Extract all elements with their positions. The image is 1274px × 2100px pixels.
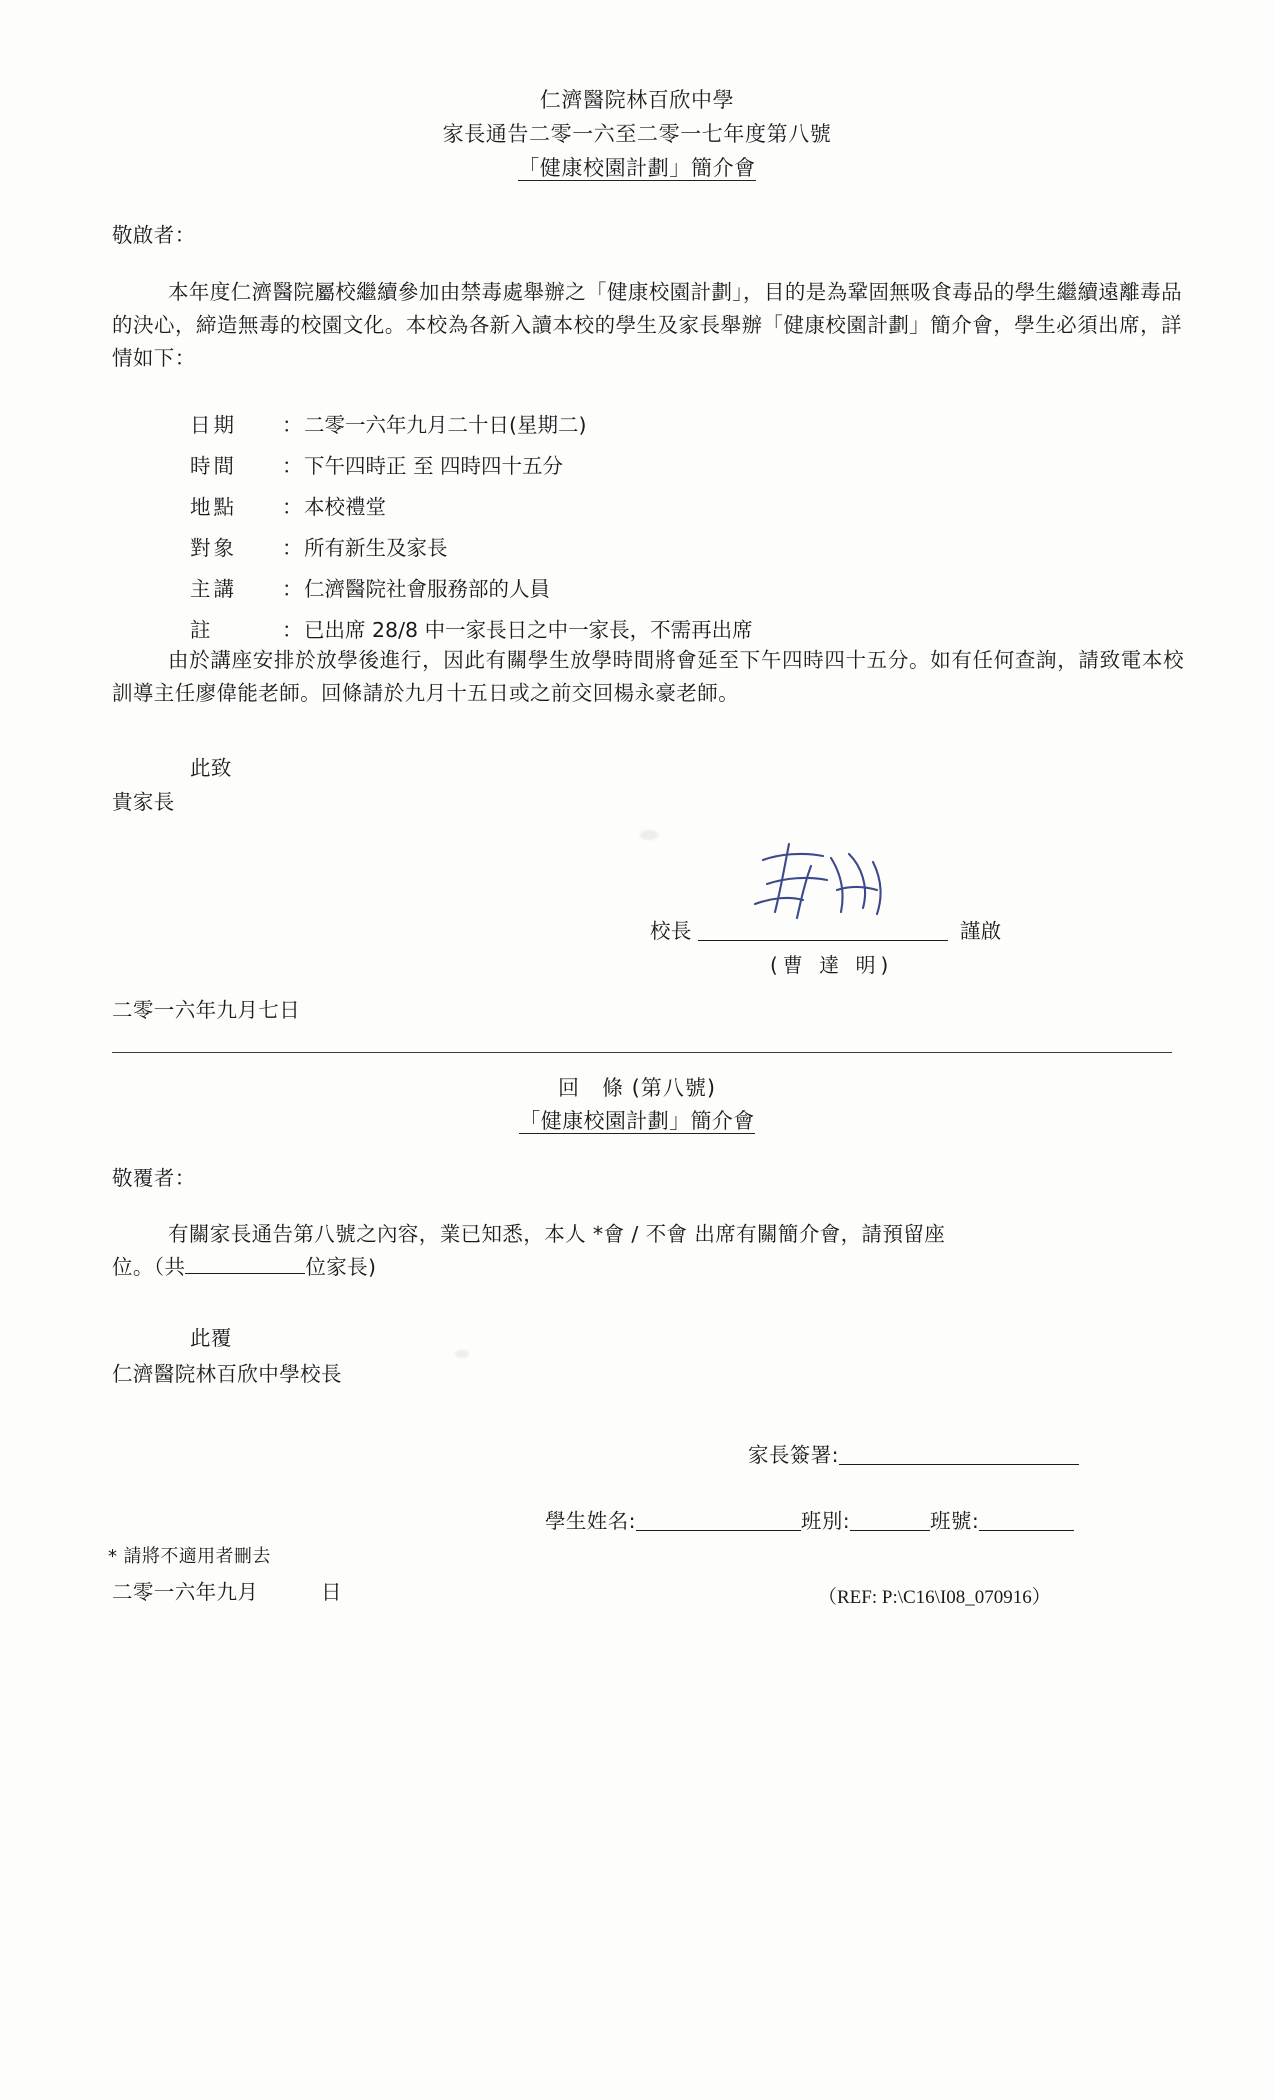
document-header: [0, 90, 1274, 194]
reply-salutation: 敬覆者：: [112, 1166, 196, 1190]
closing-to: 此致: [190, 756, 232, 780]
reply-date: 二零一六年九月 日: [112, 1580, 342, 1604]
reply-closing-addressee: 仁濟醫院林百欣中學校長: [112, 1362, 342, 1386]
detail-colon: ：: [282, 495, 303, 519]
class-number-label: 班號:: [930, 1508, 980, 1533]
handwritten-signature-icon: [745, 838, 905, 928]
principal-signature-row: [650, 918, 1002, 941]
reference-code: （REF: P:\C16\I08_070916）: [818, 1587, 1051, 1608]
scan-smudge: [640, 830, 658, 840]
detail-colon: ：: [282, 454, 303, 478]
reply-seat-suffix: 位家長): [305, 1255, 377, 1280]
paragraph-intro: 本年度仁濟醫院屬校繼續參加由禁毒處舉辦之「健康校園計劃」，目的是為鞏固無吸食毒品的學生繼續遠離毒品的決心，締造無毒的校園文化。本校為各新入讀本校的學生及家長舉辦「健康校園計劃」簡介會，學生必須出席，詳情如下：: [112, 280, 1182, 371]
closing-recipient: 貴家長: [112, 790, 175, 814]
student-name-label: 學生姓名:: [545, 1508, 636, 1533]
detail-value: 已出席 28/8 中一家長日之中一家長，不需再出席: [304, 618, 753, 642]
detail-colon: ：: [282, 536, 303, 560]
reply-slip-subject-wrapper: [0, 1111, 1274, 1134]
reply-body: [112, 1218, 1184, 1284]
detail-value: 本校禮堂: [304, 495, 386, 519]
notice-date: 二零一六年九月七日: [112, 998, 301, 1022]
student-info-row: [545, 1510, 1074, 1531]
detail-row-audience: [190, 531, 1090, 561]
notice-subject: 「健康校園計劃」簡介會: [518, 156, 756, 180]
class-label: 班別:: [800, 1508, 851, 1533]
parent-signature-row: [748, 1444, 1079, 1465]
detail-label: 主講: [190, 577, 237, 601]
detail-value: 下午四時正 至 四時四十五分: [304, 454, 564, 478]
detail-value: 二零一六年九月二十日(星期二): [304, 413, 587, 437]
reply-closing-reply: 此覆: [190, 1326, 232, 1350]
detail-row-speaker: [190, 572, 1090, 602]
notice-number-line: 家長通告二零一六至二零一七年度第八號: [442, 122, 832, 146]
event-details-list: [190, 408, 1090, 654]
detail-colon: ：: [282, 577, 303, 601]
class-input[interactable]: [850, 1510, 930, 1531]
student-name-input[interactable]: [636, 1510, 801, 1531]
detail-label: 時間: [190, 454, 237, 478]
reply-slip-title: 回 條 (第八號): [557, 1076, 717, 1100]
notice-subject-wrapper: [0, 158, 1274, 194]
detail-row-date: [190, 408, 1090, 438]
tear-off-divider: [112, 1052, 1172, 1053]
detail-row-note: [190, 613, 1090, 643]
reply-seat-prefix: 位。（共: [112, 1255, 186, 1280]
detail-value: 仁濟醫院社會服務部的人員: [304, 577, 550, 601]
detail-label: 地點: [190, 495, 237, 519]
detail-label: 註: [190, 618, 214, 642]
principal-name: (曹 達 明): [770, 953, 894, 977]
parent-signature-label: 家長簽署:: [748, 1442, 839, 1467]
reply-seat-count: [112, 1255, 376, 1279]
seat-count-input[interactable]: [185, 1253, 305, 1274]
salutation: 敬啟者：: [112, 223, 196, 247]
detail-row-time: [190, 449, 1090, 479]
signature-line: [698, 918, 948, 941]
class-number-input[interactable]: [979, 1510, 1074, 1531]
principal-label: 校長: [650, 918, 692, 943]
school-name: 仁濟醫院林百欣中學: [539, 88, 735, 112]
reply-slip-subject: 「健康校園計劃」簡介會: [519, 1109, 755, 1133]
footnote: * 請將不適用者刪去: [108, 1546, 271, 1567]
principal-suffix: 謹啟: [959, 918, 1002, 943]
detail-colon: ：: [282, 618, 303, 642]
detail-label: 對象: [190, 536, 237, 560]
parent-signature-input[interactable]: [839, 1444, 1079, 1465]
scan-smudge: [455, 1350, 469, 1358]
detail-value: 所有新生及家長: [304, 536, 448, 560]
paragraph-dismissal: 由於講座安排於放學後進行，因此有關學生放學時間將會延至下午四時四十五分。如有任何查詢，請致電本校訓導主任廖偉能老師。回條請於九月十五日或之前交回楊永豪老師。: [112, 648, 1184, 706]
detail-colon: ：: [282, 413, 303, 437]
detail-label: 日期: [190, 413, 237, 437]
reply-body-line1: 有關家長通告第八號之內容，業已知悉，本人 *會 / 不會 出席有關簡介會，請預留座: [168, 1222, 946, 1246]
detail-row-venue: [190, 490, 1090, 520]
reply-slip-header: [0, 1078, 1274, 1134]
